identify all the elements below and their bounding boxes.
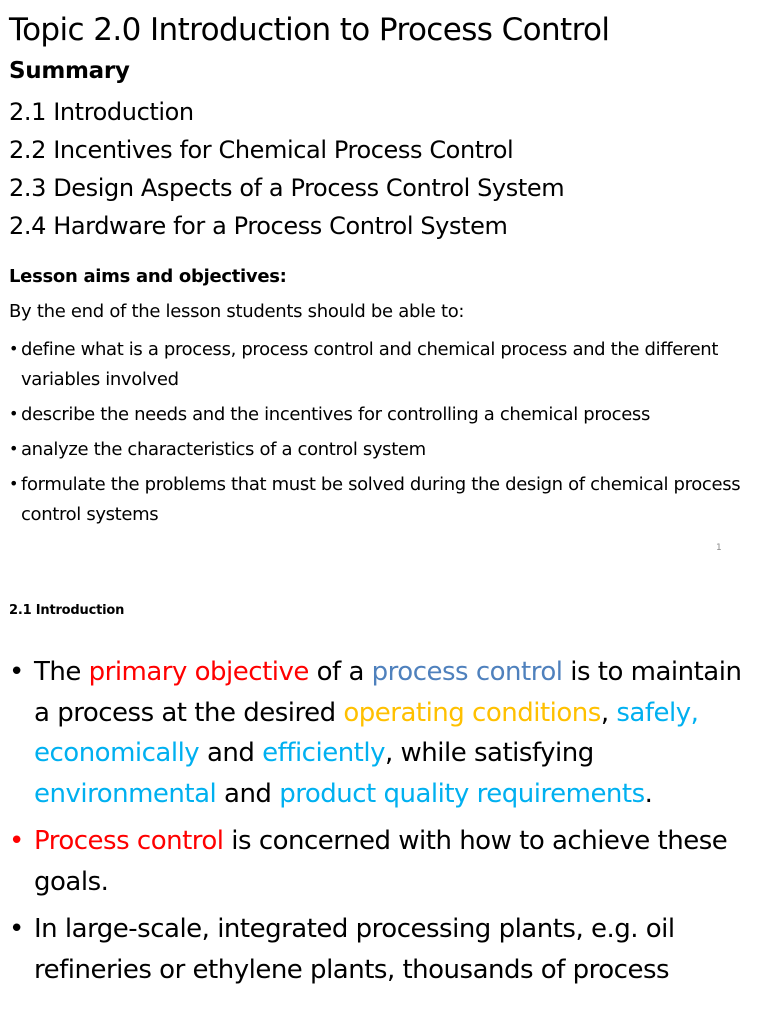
- text-segment: and: [199, 738, 263, 768]
- objective-item: [9, 470, 761, 530]
- summary-item-2-3: 2.3 Design Aspects of a Process Control System: [9, 174, 565, 202]
- bullet-icon: •: [9, 439, 19, 458]
- bullet-icon: •: [9, 826, 24, 856]
- text-segment: , while satisfying: [384, 738, 594, 768]
- text-segment: and: [216, 778, 280, 809]
- process-control-term: Process control: [34, 826, 224, 856]
- primary-objective-term: primary objective: [88, 657, 309, 687]
- objective-item: [9, 400, 761, 430]
- text-segment: ,: [600, 697, 617, 728]
- text-segment: .: [644, 778, 653, 809]
- slide-title: Topic 2.0 Introduction to Process Control: [9, 12, 610, 48]
- summary-item-2-1: 2.1 Introduction: [9, 98, 194, 126]
- text-segment: is to maintain a process at the desired: [34, 657, 742, 728]
- objective-text: formulate the problems that must be solved during the design of chemical process control systems: [21, 474, 741, 525]
- text-segment: In large-scale, integrated processing plants, e.g. oil refineries or ethylene plants, thousands of process: [34, 914, 675, 985]
- objective-item: [9, 435, 761, 465]
- page-number: 1: [716, 543, 722, 553]
- text-segment: is concerned with how to achieve these goals.: [34, 826, 728, 897]
- objective-item: [9, 335, 761, 395]
- bullet-icon: •: [9, 914, 24, 944]
- aims-intro: By the end of the lesson students should be able to:: [9, 301, 465, 322]
- summary-heading: Summary: [9, 58, 130, 84]
- bullet-icon: •: [9, 339, 19, 358]
- intro-bullet-1: [9, 652, 761, 814]
- process-control-term: process control: [371, 657, 563, 687]
- bullet-icon: •: [9, 404, 19, 423]
- intro-bullet-3: [9, 909, 761, 990]
- summary-list: [9, 93, 564, 245]
- objective-text: describe the needs and the incentives for controlling a chemical process: [21, 404, 650, 425]
- operating-conditions-term: operating conditions: [343, 697, 601, 728]
- slide-2: [0, 580, 768, 1024]
- summary-item-2-4: 2.4 Hardware for a Process Control System: [9, 212, 508, 240]
- bullet-icon: •: [9, 657, 24, 687]
- bullet-icon: •: [9, 474, 19, 493]
- product-quality-term: product quality requirements: [279, 778, 645, 809]
- summary-item-2-2: 2.2 Incentives for Chemical Process Control: [9, 136, 514, 164]
- intro-bullet-list: [9, 652, 761, 997]
- environmental-term: environmental: [34, 778, 217, 809]
- section-label: 2.1 Introduction: [9, 603, 125, 618]
- objective-text: analyze the characteristics of a control system: [21, 439, 426, 460]
- text-segment: The: [34, 657, 89, 687]
- aims-heading: Lesson aims and objectives:: [9, 266, 287, 287]
- intro-bullet-2: [9, 821, 761, 902]
- objectives-list: [9, 335, 761, 535]
- safely-economically-term: safely, economically: [34, 697, 699, 768]
- text-segment: of a: [308, 657, 372, 687]
- efficiently-term: efficiently: [262, 738, 385, 768]
- objective-text: define what is a process, process control and chemical process and the different variables involved: [21, 339, 719, 390]
